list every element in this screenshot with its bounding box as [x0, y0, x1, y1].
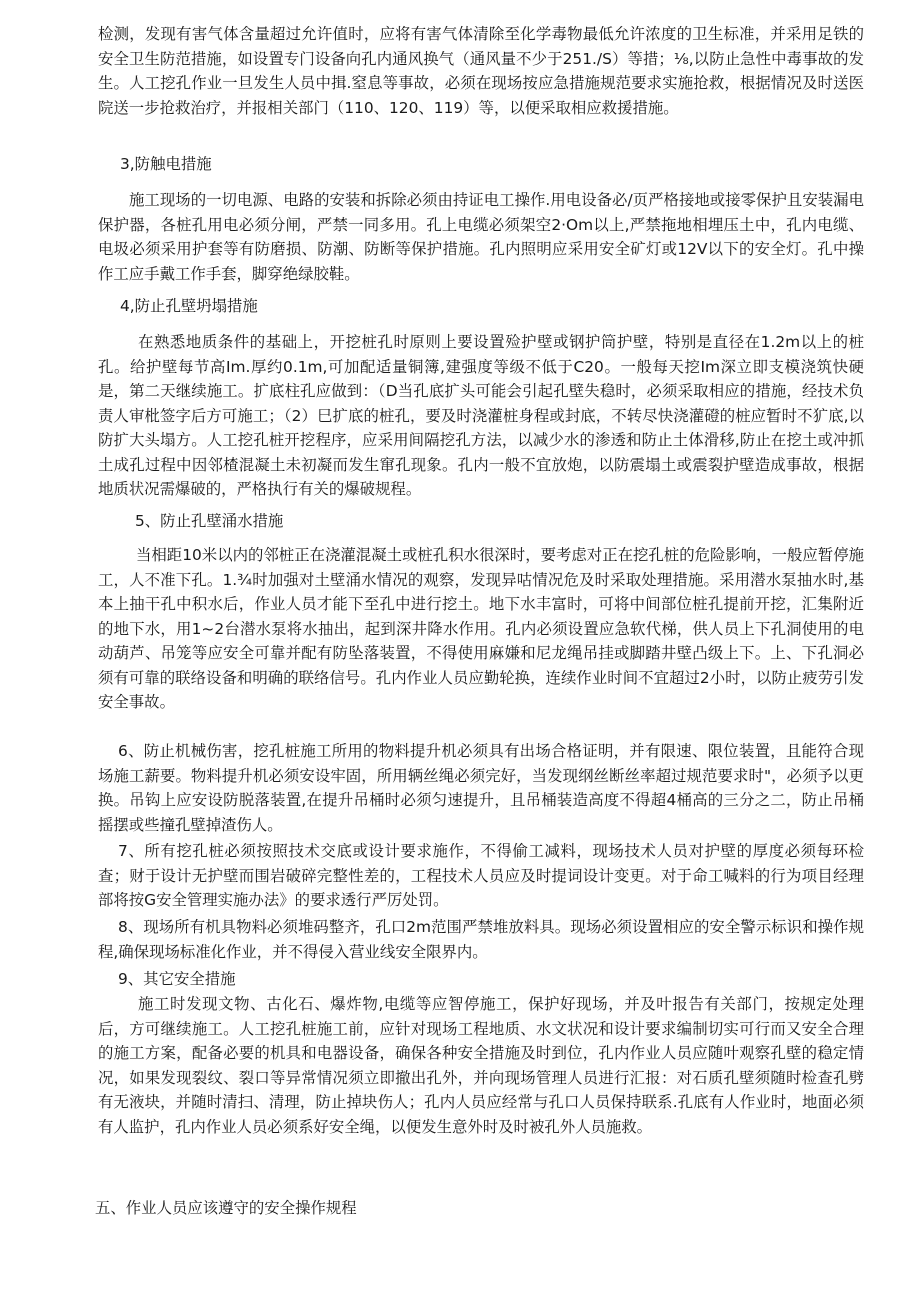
paragraph-site-material-stacking: 8、现场所有机具物料必须堆码整齐，孔口2m范围严禁堆放料具。现场必须设置相应的安全警示标识和操作规程,确保现场标准化作业，并不得侵入营业线安全限界内。	[98, 918, 864, 961]
section-heading-safety-operating-rules: 五、作业人员应该遵守的安全操作规程	[95, 1199, 357, 1217]
paragraph-gas-detection: 检测，发现有害气体含量超过允许值时，应将有害气体清除至化学毒物最低允许浓度的卫生标准，并采用足铁的安全卫生防范措施，如设置专门设备向孔内通风换气（通风量不少于251./S）等措；⅛,以防止急性中毒事故的发生。人工挖孔作业一旦发生人员中揖.窒息等事故，必须在现场按应急措施规范要求实施抢救，根据情况及时送医院送一步抢救治疗，并报相关部门（110、120、119）等，以便采取相应救援措施。	[98, 25, 864, 117]
paragraph-mechanical-injury-prevention: 6、防止机械伤害，挖孔桩施工所用的物料提升机必须具有出场合格证明，并有限速、限位装置，且能符合现场施工薪要。物料提升机必须安设牢固，所用辆丝绳必须完好，当发现纲丝断丝率超过规范要求时"，必须予以更换。吊钩上应安设防脱落装置,在提升吊桶时必须匀速提升，且吊桶装造高度不得超4桶高的三分之二，防止吊桶摇摆或些撞孔壁掉渣伤人。	[98, 742, 864, 834]
heading-electric-shock-prevention: 3,防触电措施	[120, 155, 212, 173]
paragraph-wall-collapse-prevention: 在熟悉地质条件的基础上，开挖桩孔时原则上要设置殓护壁或钢护筒护壁，特别是直径在1.2m以上的桩孔。给护壁每节高Im.厚约0.1m,可加配适量铜簿,建强度等级不低于C20。一般每天挖Im深立即支模浇筑快硬是，第二天继续施工。扩底柱孔应做到：（D当孔底扩头可能会引起孔壁失稳时，必须采取相应的措施，经技术负责人审枇签字后方可施工；（2）巳扩底的桩孔，要及时浇灌桩身程或封底，不转尽快浇灌磴的桩应暂时不犷底,以防扩大头塌方。人工挖孔桩开挖程序，应采用间隔挖孔方法，以减少水的渗透和防止土体滑移,防止在挖土或冲抓土成孔过程中因邻楂混凝土未初凝而发生窜孔现象。孔内一般不宜放炮，以防震塌土或震裂护壁造成事故，根据地质状况需爆破的，严格执行有关的爆破规程。	[98, 333, 864, 498]
paragraph-electric-shock-prevention: 施工现场的一切电源、电路的安装和拆除必须由持证电工操作.用电设备必/页严格接地或接零保护且安装漏电保护器，各桩孔用电必须分闸，严禁一同多用。孔上电缆必须架空2·Om以上,严禁拖地相埋压土中，孔内电缆、电圾必须采用护套等有防磨损、防潮、防断等保护措施。孔内照明应采用安全矿灯或12V以下的安全灯。孔中操作工应手戴工作手套，脚穿绝绿胶鞋。	[98, 191, 864, 283]
paragraph-other-safety-measures: 施工时发现文物、古化石、爆炸物,电缆等应智停施工，保护好现场，并及叶报告有关部门，按规定处理后，方可继续施工。人工挖孔桩施工前，应针对现场工程地质、水文状况和设计要求编制切实可行而又安全合理的施工方案，配备必要的机具和电器设备，确保各种安全措施及时到位，孔内作业人员应随叶观察孔壁的稳定情况，如果发现裂纹、裂口等异常情况须立即撤出孔外，并向现场管理人员进行汇报：对石质孔壁须随时检查孔劈有无液块，并随时清扫、清理，防止掉块伤人；孔内人员应经常与孔口人员保持联系.孔底有人作业时，地面必须有人监护，孔内作业人员必须系好安全绳，以便发生意外时及时被孔外人员施救。	[98, 995, 864, 1136]
heading-wall-collapse-prevention: 4,防止孔壁坍塌措施	[120, 297, 258, 315]
heading-other-safety-measures: 9、其它安全措施	[118, 970, 236, 988]
heading-water-inflow-prevention: 5、防止孔壁涌水措施	[135, 512, 284, 530]
paragraph-pile-construction-requirements: 7、所有挖孔桩必须按照技术交底或设计要求施作，不得偷工减料，现场技术人员对护壁的厚度必须每环检查；财于设计无护壁而围岩破碎完整性差的，工程技术人员应及时提词设计变更。对于命工喊料的行为项目经理部将按G安全管理实施办法》的要求透行严厉处罚。	[98, 842, 864, 909]
paragraph-water-inflow-prevention: 当相距10米以内的邻桩正在浇灌混凝土或桩孔积水很深时，要考虑对正在挖孔桩的危险影响，一般应暂停施工，人不准下孔。1.¾时加强对土壁涌水情况的观察，发现异咕情况危及时采取处理措施。采用潜水泵抽水时,基本上抽干孔中积水后，作业人员才能下至孔中进行挖土。地下水丰富时，可将中间部位桩孔提前开挖，汇集附近的地下水，用1~2台潜水泵将水抽出，起到深井降水作用。孔内必须设置应急软代梯，供人员上下孔洞使用的电动葫芦、吊笼等应安全可靠并配有防坠落装置，不得使用麻嫌和尼龙绳吊挂或脚踏井壁凸级上下。上、下孔洞必须有可靠的联络设备和明确的联络信号。孔内作业人员应勤轮换，连续作业时间不宜超过2小时，以防止疲劳引发安全事故。	[98, 546, 864, 711]
